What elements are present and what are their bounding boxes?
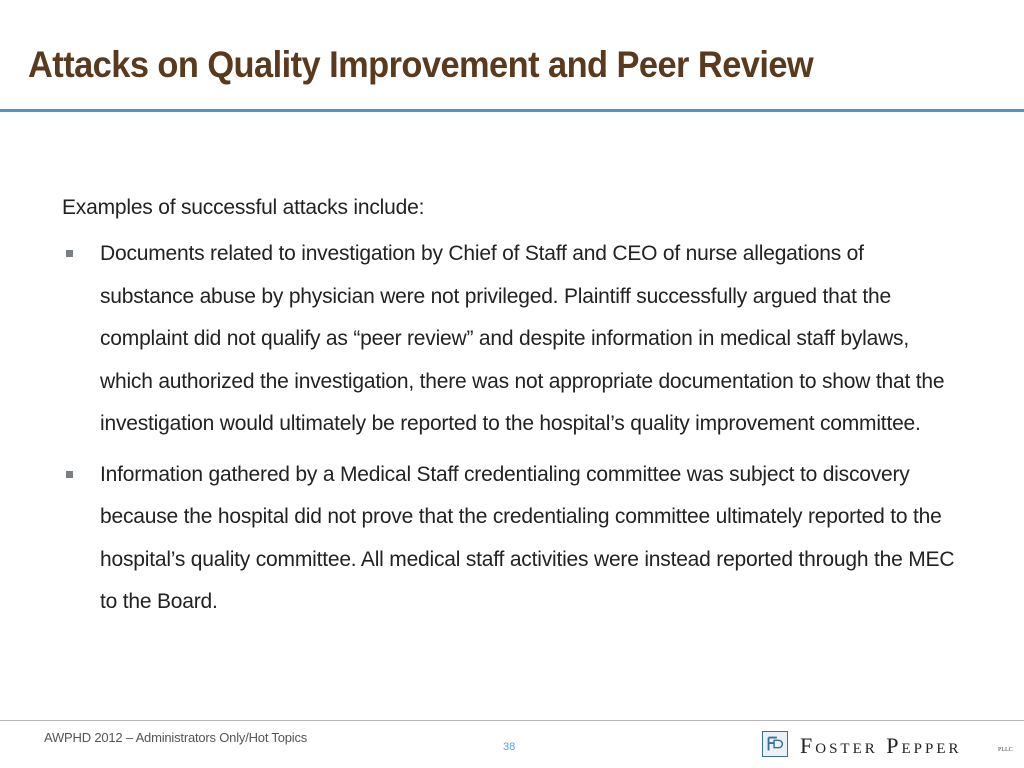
footer-event-label: AWPHD 2012 – Administrators Only/Hot Topics <box>44 730 308 745</box>
bullet-list <box>62 233 962 624</box>
slide-title: Attacks on Quality Improvement and Peer Review <box>28 44 814 85</box>
fp-monogram-icon <box>762 731 788 757</box>
title-divider <box>0 109 1024 112</box>
foster-pepper-logo <box>762 731 1012 761</box>
logo-suffix: PLLC <box>998 747 1013 753</box>
square-bullet-icon <box>66 471 73 478</box>
page-number: 38 <box>503 741 516 753</box>
bullet-item <box>62 233 962 446</box>
bullet-text: Information gathered by a Medical Staff credentialing committee was subject to discovery because the hospital did not prove that the credentialing committee ultimately reported to the hospital’s quality committee. All medical staff activities were instead reported through the MEC to the Board. <box>100 462 955 613</box>
intro-text: Examples of successful attacks include: <box>62 196 425 219</box>
square-bullet-icon <box>66 250 73 257</box>
bullet-item <box>62 454 962 624</box>
footer-divider <box>0 720 1024 721</box>
logo-wordmark: Foster Pepper <box>800 733 962 758</box>
bullet-text: Documents related to investigation by Chief of Staff and CEO of nurse allegations of substance abuse by physician were not privileged. Plaintiff successfully argued that the complaint did not qualify as “peer review” and despite information in medical staff bylaws, which authorized the investigation, there was not appropriate documentation to show that the investigation would ultimately be reported to the hospital’s quality improvement committee. <box>100 242 945 435</box>
slide-content <box>62 193 962 632</box>
